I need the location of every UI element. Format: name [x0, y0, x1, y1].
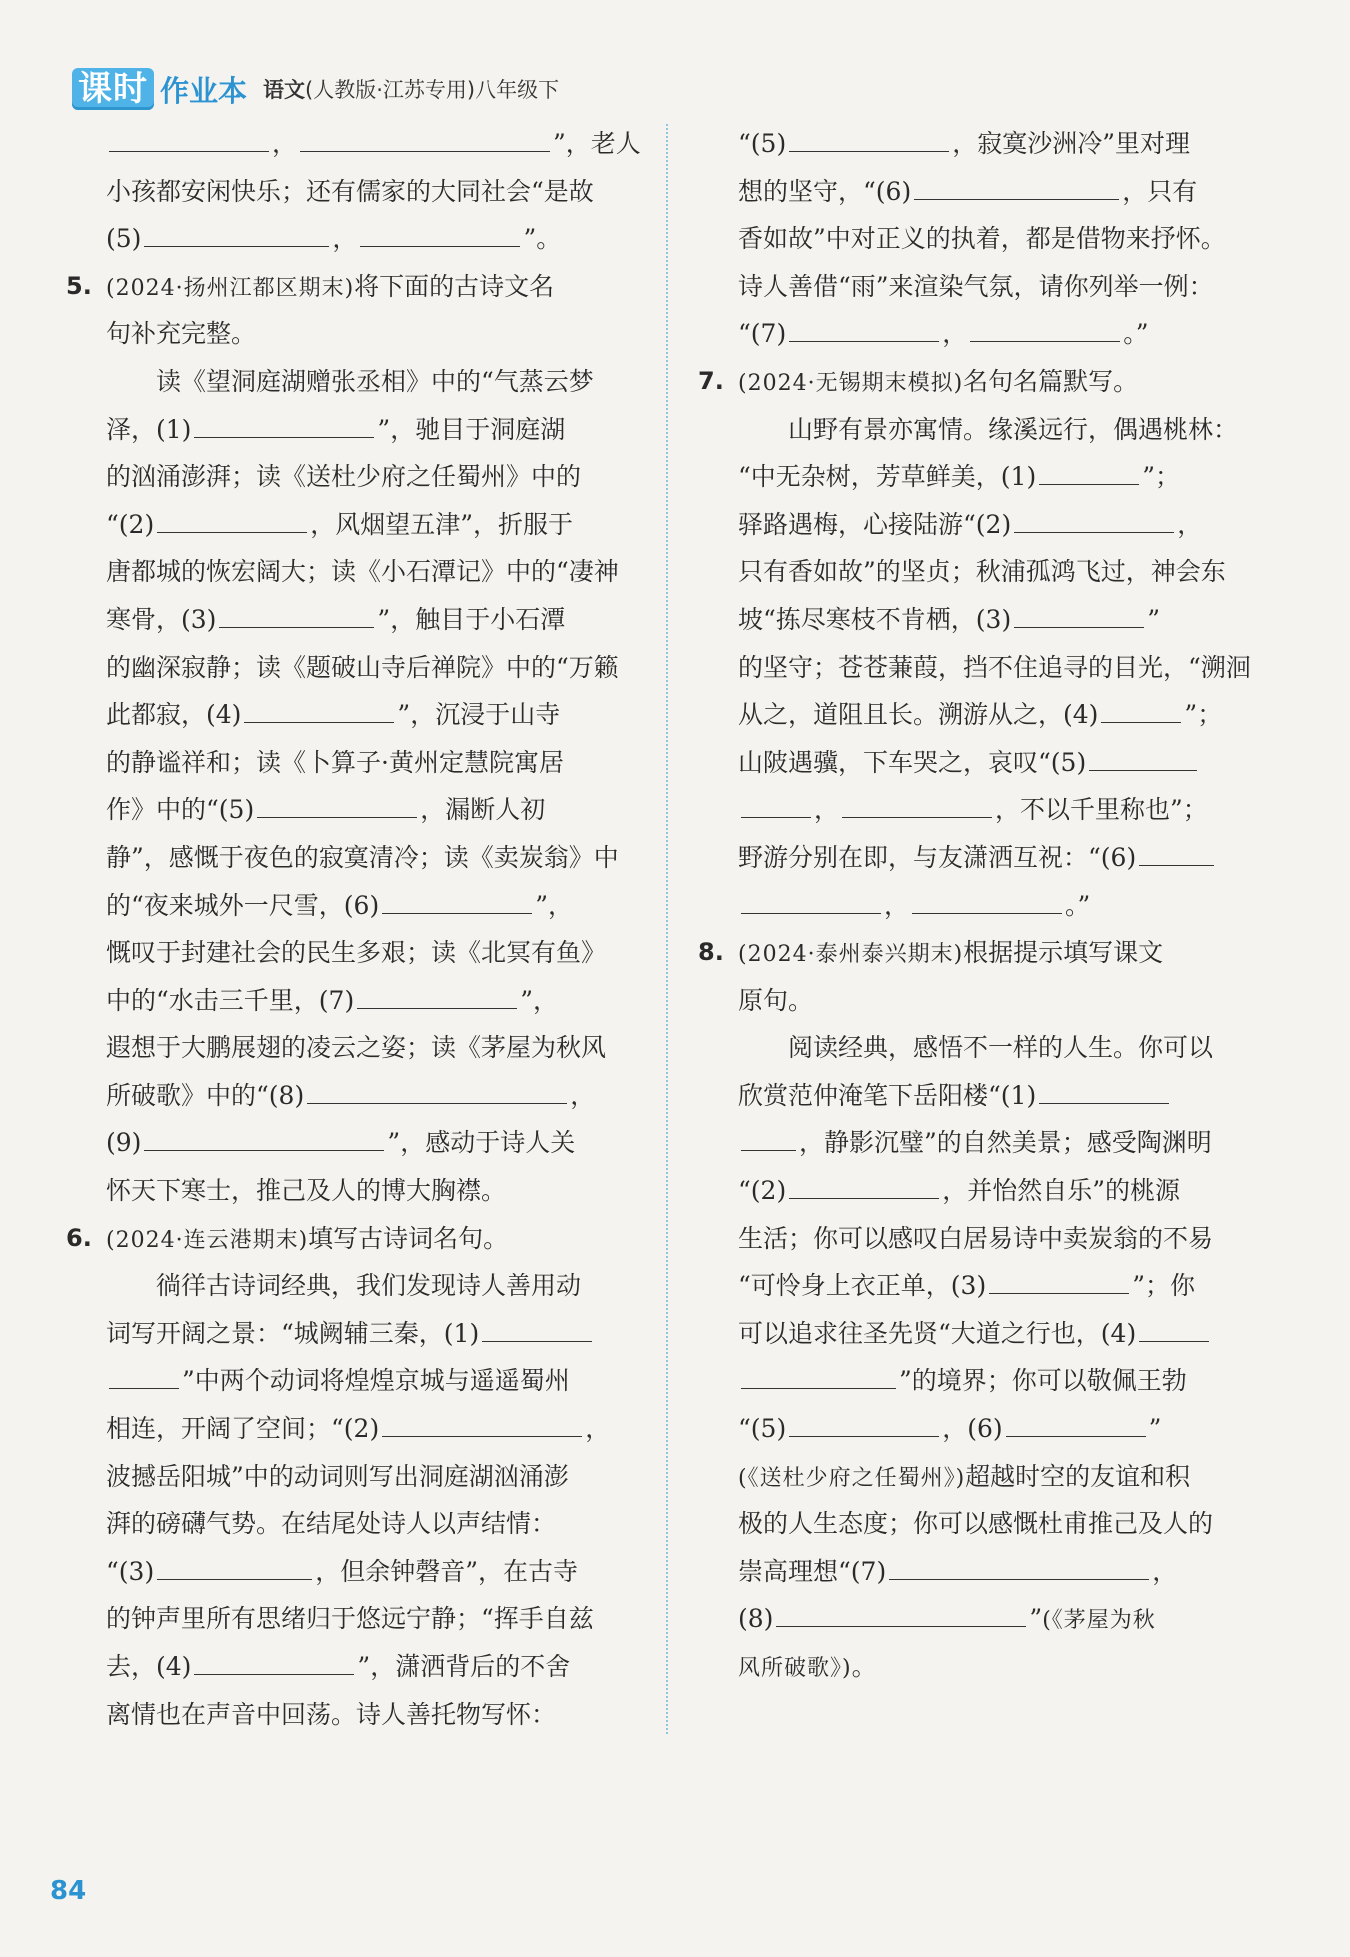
- answer-blank[interactable]: [741, 1124, 796, 1151]
- subject-label: 语文: [263, 78, 306, 102]
- text-line: 香如故”中对正义的执着，都是借物来抒怀。: [738, 224, 1226, 254]
- text-line: 中的“水击三千里，(7) ”，: [66, 977, 644, 1025]
- right-column: [698, 120, 1268, 1691]
- answer-blank[interactable]: [1014, 506, 1174, 533]
- edition-label: (人教版·江苏专用)八年级下: [305, 78, 560, 102]
- text-line: ， 。”: [698, 882, 1268, 930]
- text-line: 唐都城的恢宏阔大；读《小石潭记》中的“凄神: [106, 557, 619, 587]
- question-6-heading: 6. (2024·连云港期末)填写古诗词名句。: [66, 1215, 644, 1263]
- answer-blank[interactable]: [109, 125, 269, 152]
- question-7-heading: 7. (2024·无锡期末模拟)名句名篇默写。: [698, 358, 1268, 406]
- text-line: ”的境界；你可以敬佩王勃: [698, 1357, 1268, 1405]
- logo-mark: 课时: [72, 68, 154, 110]
- answer-blank[interactable]: [482, 1315, 592, 1342]
- answer-blank[interactable]: [741, 791, 811, 818]
- question-number: 7.: [698, 366, 724, 395]
- answer-blank[interactable]: [307, 1077, 567, 1104]
- answer-blank[interactable]: [157, 1553, 312, 1580]
- answer-blank[interactable]: [970, 315, 1120, 342]
- answer-blank[interactable]: [1014, 601, 1144, 628]
- answer-blank[interactable]: [219, 601, 374, 628]
- text-line: 只有香如故”的坚贞；秋浦孤鸿飞过，神会东: [738, 557, 1226, 587]
- answer-blank[interactable]: [789, 315, 939, 342]
- page-number: 84: [50, 1876, 87, 1906]
- text-line: 所破歌》中的“(8) ，: [66, 1072, 644, 1120]
- answer-blank[interactable]: [842, 791, 992, 818]
- text-line: ，静影沉璧”的自然美景；感受陶渊明: [698, 1119, 1268, 1167]
- text-line: 遐想于大鹏展翅的凌云之姿；读《茅屋为秋风: [106, 1033, 607, 1063]
- text-line: 山陂遇骥，下车哭之，哀叹“(5): [698, 739, 1268, 787]
- answer-blank[interactable]: [889, 1553, 1149, 1580]
- text-line: 驿路遇梅，心接陆游“(2) ，: [698, 501, 1268, 549]
- text-line: 慨叹于封建社会的民生多艰；读《北冥有鱼》: [106, 938, 607, 968]
- question-source: (2024·连云港期末): [106, 1227, 309, 1253]
- text-line: (《送杜少府之任蜀州》)超越时空的友谊和积: [738, 1461, 1191, 1491]
- text-line: 的汹涌澎湃；读《送杜少府之任蜀州》中的: [106, 462, 582, 492]
- text-line: 句补充完整。: [106, 319, 257, 349]
- text-line: “(2) ，风烟望五津”，折服于: [66, 501, 644, 549]
- text-line: 风所破歌》)。: [738, 1652, 877, 1681]
- answer-blank[interactable]: [157, 506, 307, 533]
- text-line: “(7) ， 。”: [698, 310, 1268, 358]
- text-line: 去，(4) ”，潇洒背后的不舍: [66, 1643, 644, 1691]
- text-line: 的坚守；苍苍蒹葭，挡不住追寻的目光，“溯洄: [738, 652, 1251, 682]
- text-line: “可怜身上衣正单，(3) ”；你: [698, 1262, 1268, 1310]
- text-line: 想的坚守，“(6) ，只有: [698, 168, 1268, 216]
- text-line: 极的人生态度；你可以感慨杜甫推己及人的: [738, 1509, 1214, 1539]
- text-line: 从之，道阻且长。溯游从之，(4) ”；: [698, 691, 1268, 739]
- answer-blank[interactable]: [382, 887, 532, 914]
- brand-logo: [72, 68, 247, 110]
- answer-blank[interactable]: [789, 1172, 939, 1199]
- answer-blank[interactable]: [1039, 1077, 1169, 1104]
- text-line: ”中两个动词将煌煌京城与遥遥蜀州: [66, 1357, 644, 1405]
- answer-blank[interactable]: [914, 173, 1119, 200]
- answer-blank[interactable]: [741, 887, 881, 914]
- text-line: 怀天下寒士，推己及人的博大胸襟。: [106, 1176, 507, 1206]
- answer-blank[interactable]: [357, 982, 517, 1009]
- answer-blank[interactable]: [1139, 839, 1214, 866]
- text-line: 原句。: [738, 985, 814, 1015]
- text-line: 诗人善借“雨”来渲染气氛，请你列举一例：: [738, 271, 1214, 301]
- answer-blank[interactable]: [144, 1124, 384, 1151]
- text-line: (9) ”，感动于诗人关: [66, 1119, 644, 1167]
- text-line: 词写开阔之景：“城阙辅三秦，(1): [66, 1310, 644, 1358]
- answer-blank[interactable]: [789, 125, 949, 152]
- text-line: 的钟声里所有思绪归于悠远宁静；“挥手自兹: [106, 1604, 594, 1634]
- question-8-heading: 8. (2024·泰州泰兴期末)根据提示填写课文: [698, 929, 1268, 977]
- answer-blank[interactable]: [1006, 1410, 1146, 1437]
- text-line: “(5) ，寂寞沙洲冷”里对理: [698, 120, 1268, 168]
- question-number: 6.: [66, 1223, 92, 1252]
- answer-blank[interactable]: [1101, 696, 1181, 723]
- answer-blank[interactable]: [789, 1410, 939, 1437]
- text-line: 读《望洞庭湖赠张丞相》中的“气蒸云梦: [156, 366, 594, 396]
- text-line: 湃的磅礴气势。在结尾处诗人以声结情：: [106, 1509, 557, 1539]
- text-line: 波撼岳阳城”中的动词则写出洞庭湖汹涌澎: [106, 1461, 569, 1491]
- answer-blank[interactable]: [1039, 458, 1139, 485]
- text-line: 崇高理想“(7) ，: [698, 1548, 1268, 1596]
- answer-blank[interactable]: [382, 1410, 582, 1437]
- text-line: “(5) ，(6) ”: [698, 1405, 1268, 1453]
- text-line: 作》中的“(5) ，漏断人初: [66, 786, 644, 834]
- answer-blank[interactable]: [912, 887, 1062, 914]
- text-line: ， ，不以千里称也”；: [698, 786, 1268, 834]
- question-5-heading: 5. (2024·扬州江都区期末)将下面的古诗文名: [66, 263, 644, 311]
- text-line: 的静谧祥和；读《卜算子·黄州定慧院寓居: [106, 747, 564, 777]
- text-line: 野游分别在即，与友潇洒互祝：“(6): [698, 834, 1268, 882]
- text-line: 此都寂，(4) ”，沉浸于山寺: [66, 691, 644, 739]
- text-line: “中无杂树，芳草鲜美，(1) ”；: [698, 453, 1268, 501]
- answer-blank[interactable]: [144, 220, 329, 247]
- text-line: 可以追求往圣先贤“大道之行也，(4): [698, 1310, 1268, 1358]
- text-line: 小孩都安闲快乐；还有儒家的大同社会“是故: [106, 176, 594, 206]
- logo-text: 作业本: [160, 73, 248, 108]
- answer-blank[interactable]: [1089, 744, 1197, 771]
- question-source: (2024·泰州泰兴期末): [738, 942, 964, 968]
- text-line: 的“夜来城外一尺雪，(6) ”，: [66, 882, 644, 930]
- text-line: 离情也在声音中回荡。诗人善托物写怀：: [106, 1699, 557, 1729]
- page-header: [72, 66, 559, 112]
- text-line: 欣赏范仲淹笔下岳阳楼“(1): [698, 1072, 1268, 1120]
- answer-blank[interactable]: [360, 220, 520, 247]
- text-line: 生活；你可以感叹白居易诗中卖炭翁的不易: [738, 1223, 1214, 1253]
- text-line: 山野有景亦寓情。缘溪远行，偶遇桃林：: [788, 414, 1239, 444]
- text-line: ， ”，老人: [66, 120, 644, 168]
- text-line: 寒骨，(3) ”，触目于小石潭: [66, 596, 644, 644]
- answer-blank[interactable]: [244, 696, 394, 723]
- text-line: 阅读经典，感悟不一样的人生。你可以: [788, 1033, 1214, 1063]
- question-number: 8.: [698, 938, 724, 967]
- answer-blank[interactable]: [776, 1600, 1026, 1627]
- answer-blank[interactable]: [194, 411, 374, 438]
- text-line: 徜徉古诗词经典，我们发现诗人善用动: [156, 1271, 582, 1301]
- text-line: 静”，感慨于夜色的寂寞清冷；读《卖炭翁》中: [106, 842, 619, 872]
- text-line: “(2) ，并怡然自乐”的桃源: [698, 1167, 1268, 1215]
- answer-blank[interactable]: [257, 791, 417, 818]
- answer-blank[interactable]: [194, 1648, 354, 1675]
- answer-blank[interactable]: [989, 1267, 1129, 1294]
- text-line: 的幽深寂静；读《题破山寺后禅院》中的“万籁: [106, 652, 619, 682]
- answer-blank[interactable]: [300, 125, 550, 152]
- text-line: (8) ”(《茅屋为秋: [698, 1595, 1268, 1643]
- text-line: 泽，(1) ”，驰目于洞庭湖: [66, 406, 644, 454]
- text-line: “(3) ，但余钟磬音”，在古寺: [66, 1548, 644, 1596]
- column-divider: [666, 124, 668, 1734]
- answer-blank[interactable]: [109, 1362, 179, 1389]
- answer-blank[interactable]: [741, 1362, 896, 1389]
- left-column: [66, 120, 644, 1738]
- text-line: 坡“拣尽寒枝不肯栖，(3) ”: [698, 596, 1268, 644]
- question-source: (2024·无锡期末模拟): [738, 370, 964, 396]
- text-line: (5) ， ”。: [66, 215, 644, 263]
- text-line: 相连，开阔了空间；“(2) ，: [66, 1405, 644, 1453]
- answer-blank[interactable]: [1139, 1315, 1209, 1342]
- question-source: (2024·扬州江都区期末): [106, 275, 355, 301]
- question-number: 5.: [66, 271, 92, 300]
